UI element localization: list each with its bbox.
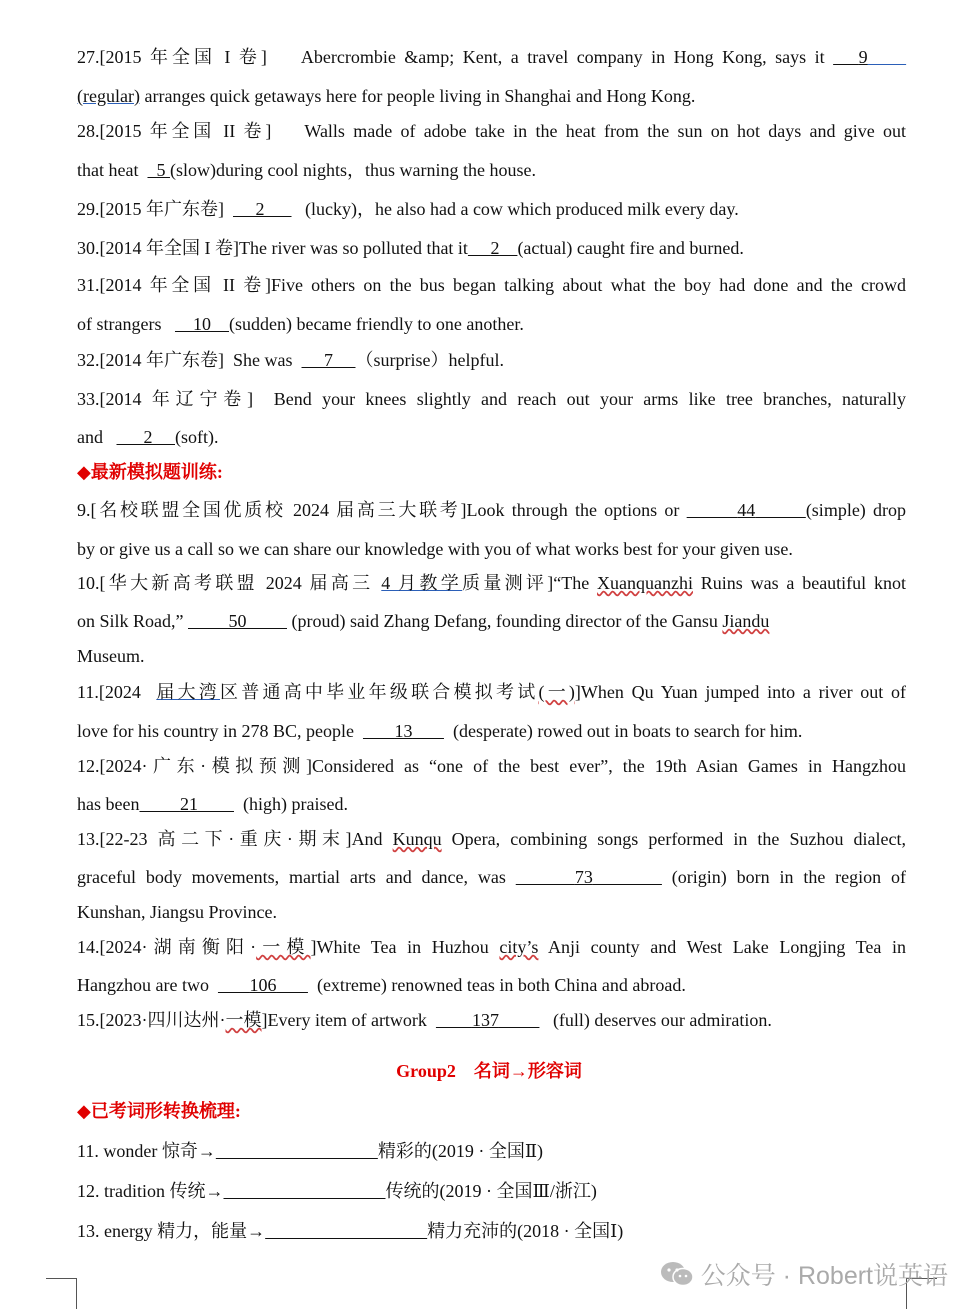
mock-section-heading: ◆最新模拟题训练:	[77, 462, 223, 482]
review-item-11: 11. wonder 惊奇→ 精彩的(2019 · 全国Ⅱ)	[77, 1141, 544, 1161]
question-30: 30.[2014 年全国 I 卷]The river was so polluted that it 2 (actual) caught fire and burned.	[77, 238, 744, 258]
group-title: Group2 名词→形容词	[396, 1061, 582, 1081]
watermark	[659, 1256, 948, 1292]
mock-question-9-line-2: by or give us a call so we can share our knowledge with you of what works best for your given use.	[77, 539, 793, 559]
mock-question-9-line-1: 9.[名校联盟全国优质校 2024 届高三大联考]Look through the options or 44 (simple) drop	[77, 500, 907, 520]
question-28-line-1: 28.[2015 年全国 II 卷] Walls made of adobe take in the heat from the sun on hot days and give out	[77, 121, 907, 141]
wechat-icon	[659, 1260, 695, 1288]
mock-question-14-line-1: 14.[2024·湖南衡阳·一模]White Tea in Huzhou city’s Anji county and West Lake Longjing Tea in	[77, 937, 906, 957]
answer-blank: 7	[324, 350, 333, 370]
answer-blank: 50	[228, 611, 247, 631]
watermark-text: 公众号 · Robert说英语	[700, 1262, 948, 1290]
review-section-heading: ◆已考词形转换梳理:	[77, 1101, 241, 1121]
mock-question-10-line-2: on Silk Road,” 50 (proud) said Zhang Defang, founding director of the Gansu Jiandu	[77, 611, 770, 631]
answer-blank: 13	[394, 721, 413, 741]
answer-blank	[216, 1141, 378, 1161]
mock-question-12-line-2: has been 21 (high) praised.	[77, 794, 348, 814]
answer-blank: 106	[249, 975, 277, 995]
mock-question-11-line-1: 11.[2024 届大湾区普通高中毕业年级联合模拟考试(一)]When Qu Yuan jumped into a river out of	[77, 682, 907, 702]
question-28-line-2: that heat 5 (slow)during cool nights，thus warning the house.	[77, 160, 536, 180]
mock-question-14-line-2: Hangzhou are two 106 (extreme) renowned teas in both China and abroad.	[77, 975, 686, 995]
answer-blank: 2	[255, 199, 265, 219]
mock-question-13-line-3: Kunshan, Jiangsu Province.	[77, 902, 277, 922]
answer-blank: 73	[574, 867, 593, 887]
mock-question-10-line-3: Museum.	[77, 646, 145, 666]
question-32: 32.[2014 年广东卷] She was 7 （surprise）helpful.	[77, 350, 504, 370]
answer-blank: 2	[143, 427, 153, 447]
question-33-line-1: 33.[2014 年辽宁卷] Bend your knees slightly and reach out your arms like tree branches, naturally	[77, 389, 907, 409]
review-item-13: 13. energy 精力，能量→ 精力充沛的(2018 · 全国Ⅰ)	[77, 1221, 624, 1241]
answer-blank: 9	[858, 47, 868, 67]
crop-mark-left	[46, 1278, 77, 1309]
question-33-line-2: and 2 (soft).	[77, 427, 219, 447]
question-27-line-1: 27.[2015 年全国 I 卷] Abercrombie &amp; Kent, a travel company in Hong Kong, says it 9	[77, 46, 906, 68]
answer-blank	[265, 1221, 427, 1241]
answer-blank: 44	[737, 500, 756, 520]
answer-blank: 21	[179, 794, 198, 814]
mock-question-13-line-2: graceful body movements, martial arts and dance, was 73 (origin) born in the region of	[77, 867, 907, 887]
mock-question-10-line-1: 10.[华大新高考联盟 2024 届高三 4 月教学质量测评]“The Xuanquanzhi Ruins was a beautiful knot	[77, 573, 906, 593]
answer-blank: 10	[192, 314, 211, 334]
answer-blank: 137	[471, 1010, 499, 1030]
mock-question-12-line-1: 12.[2024·广东·模拟预测]Considered as “one of the best ever”, the 19th Asian Games in Hangzhou	[77, 756, 906, 776]
mock-question-15: 15.[2023·四川达州·一模]Every item of artwork 137 (full) deserves our admiration.	[77, 1010, 772, 1030]
question-29: 29.[2015 年广东卷] 2 (lucky)，he also had a cow which produced milk every day.	[77, 199, 739, 219]
review-item-12: 12. tradition 传统→ 传统的(2019 · 全国Ⅲ/浙江)	[77, 1181, 597, 1201]
answer-blank	[224, 1181, 386, 1201]
question-31-line-1: 31.[2014 年全国 II 卷]Five others on the bus began talking about what the boy had done and the crowd	[77, 275, 906, 295]
mock-question-11-line-2: love for his country in 278 BC, people 13 (desperate) rowed out in boats to search for him.	[77, 721, 803, 741]
answer-blank: 5	[156, 160, 166, 180]
answer-blank: 2	[490, 238, 500, 258]
question-31-line-2: of strangers 10 (sudden) became friendly to one another.	[77, 314, 524, 334]
question-27-line-2: (regular) arranges quick getaways here for people living in Shanghai and Hong Kong.	[77, 86, 696, 106]
mock-question-13-line-1: 13.[22-23 高二下·重庆·期末]And Kunqu Opera, combining songs performed in the Suzhou dialect,	[77, 829, 906, 849]
